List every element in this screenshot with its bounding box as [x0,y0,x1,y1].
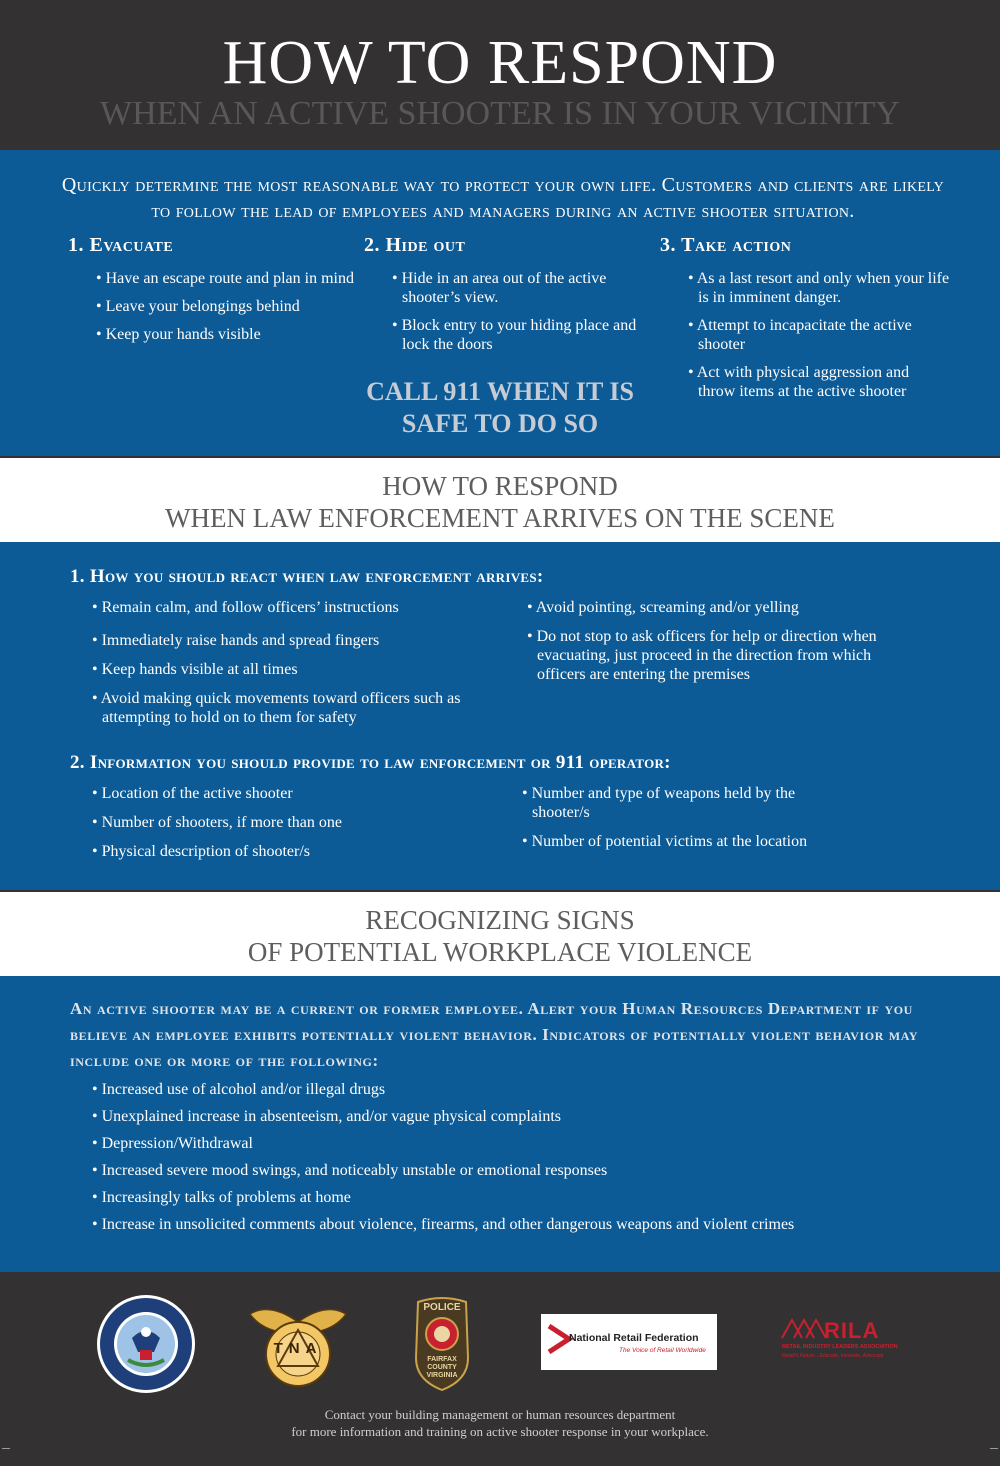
sponsor-logos [0,1290,1000,1400]
take-action-column [660,234,950,410]
crop-mark-bottom-right [990,1448,998,1456]
list-item: • Do not stop to ask officers for help or direction when evacuating, just proceed in the direction from which officers are entering the premises [527,628,877,683]
list-item: • Keep hands visible at all times [92,661,298,678]
page-title: HOW TO RESPOND [222,29,778,97]
list-item: • Increased use of alcohol and/or illegal drugs [92,1081,386,1098]
info-list-left [86,784,506,861]
list-item: • Increase in unsolicited comments about violence, firearms, and other dangerous weapons and violent crimes [92,1216,795,1233]
law-enforcement-band [0,458,1000,542]
page-header [0,0,1000,148]
ntoa-letters: TNA [273,1340,323,1357]
workplace-violence-band [0,892,1000,976]
band2-line1: HOW TO RESPOND [382,471,618,501]
footer [0,1406,1000,1440]
band3-line2: OF POTENTIAL WORKPLACE VIOLENCE [247,937,753,967]
list-item: • Unexplained increase in absenteeism, and/or vague physical complaints [92,1108,562,1125]
list-item: • Number of potential victims at the location [522,833,808,850]
band3-line1: RECOGNIZING SIGNS [365,905,635,935]
call-911-callout: CALL 911 WHEN IT IS SAFE TO DO SO [366,377,634,438]
footer-line1: Contact your building management or human resources department [324,1407,676,1422]
list-item: • Have an escape route and plan in mind [96,270,354,287]
section1-intro: Quickly determine the most reasonable way to protect your own life. Customers and clients are likely to follow the lead of employees and managers during an active shooter situation. [61,174,945,222]
section3-intro: An active shooter may be a current or former employee. Alert your Human Resources Department if you believe an employee exhibits potentially violent behavior. Indicators of potentially violent behavior may include one or more of the following: [70,999,919,1070]
list-item: • Block entry to your hiding place and lock the doors [392,317,637,353]
hide-out-column [364,234,654,363]
list-item: • As a last resort and only when your life is in imminent danger. [688,270,950,306]
nrf-tagline: The Voice of Retail Worldwide [619,1347,706,1354]
rila-subtitle: RETAIL INDUSTRY LEADERS ASSOCIATION [782,1344,898,1350]
band2-line2: WHEN LAW ENFORCEMENT ARRIVES ON THE SCENE [165,503,835,533]
list-item: • Remain calm, and follow officers’ instructions [92,599,399,616]
rila-name: RILA [824,1318,880,1343]
list-item: • Number and type of weapons held by the shooter/s [522,785,796,821]
nrf-name: National Retail Federation [569,1332,699,1344]
list-item: • Depression/Withdrawal [92,1135,253,1152]
rila-tagline: Retail's Future....Educate, Innovate, Advocate [782,1353,884,1359]
ntoa-logo [246,1304,350,1390]
information-heading: 2. Information you should provide to law enforcement or 911 operator: [70,752,671,773]
take-action-heading: 3. Take action [660,234,792,256]
page-subtitle: WHEN AN ACTIVE SHOOTER IS IN YOUR VICINITY [100,95,900,132]
police-top-text: POLICE [423,1302,461,1313]
list-item: • Act with physical aggression and throw items at the active shooter [688,364,910,400]
list-item: • Hide in an area out of the active shooter’s view. [392,270,607,306]
list-item: • Number of shooters, if more than one [92,814,342,831]
react-heading: 1. How you should react when law enforcement arrives: [70,566,544,587]
list-item: • Physical description of shooter/s [92,843,311,860]
evacuate-heading: 1. Evacuate [68,234,174,256]
list-item: • Attempt to incapacitate the active shooter [688,317,912,353]
evacuate-column [68,234,358,353]
react-list-right [521,598,921,684]
indicators-list [86,1080,946,1234]
list-item: • Avoid making quick movements toward officers such as attempting to hold on to them for safety [92,690,461,726]
active-shooter-section [0,150,1000,456]
list-item: • Location of the active shooter [92,785,293,802]
footer-line2: for more information and training on active shooter response in your workplace. [291,1424,709,1439]
police-bottom-text: FAIRFAX COUNTY VIRGINIA [426,1356,458,1379]
list-item: • Avoid pointing, screaming and/or yelling [527,599,799,616]
law-enforcement-section [0,542,1000,890]
react-list-left [86,598,506,727]
list-item: • Immediately raise hands and spread fingers [92,632,380,649]
crop-mark-bottom-left [2,1448,10,1456]
nrf-logo [541,1314,717,1370]
list-item: • Leave your belongings behind [96,298,300,315]
list-item: • Keep your hands visible [96,326,261,343]
dhs-seal-logo [96,1294,196,1394]
list-item: • Increased severe mood swings, and noticeably unstable or emotional responses [92,1162,608,1179]
info-list-right [516,784,816,851]
list-item: • Increasingly talks of problems at home [92,1189,351,1206]
hide-out-heading: 2. Hide out [364,234,466,256]
fairfax-police-badge [414,1296,470,1392]
rila-logo [776,1314,906,1370]
workplace-violence-section [0,976,1000,1272]
